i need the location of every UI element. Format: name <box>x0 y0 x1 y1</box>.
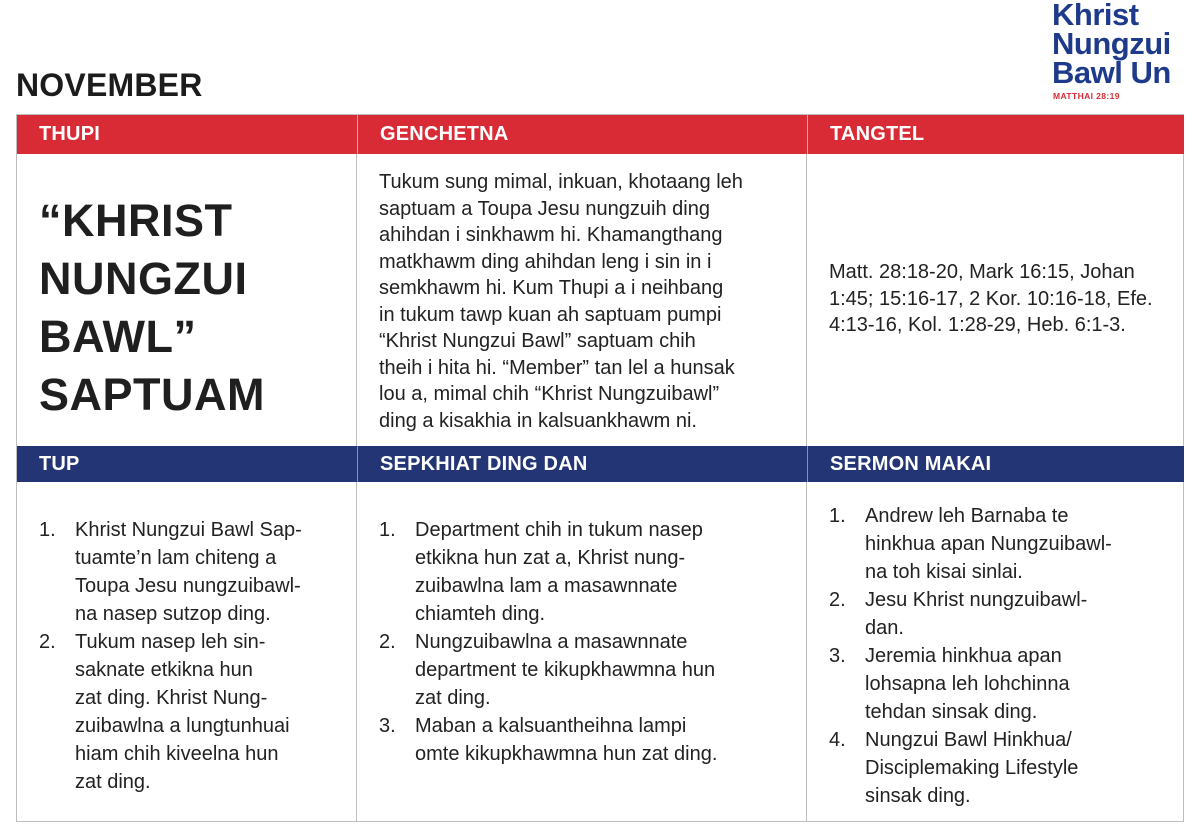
list-item: 2. Jesu Khrist nungzuibawl- dan. <box>829 589 1088 639</box>
sepkhiat-cell <box>357 482 807 822</box>
theme-title: “KHRIST NUNGZUI BAWL” SAPTUAM <box>39 195 265 420</box>
scripture-references: Matt. 28:18-20, Mark 16:15, Johan 1:45; 15:16-17, 2 Kor. 10:16-18, Efe. 4:13-16, Kol. 1:28-29, Heb. 6:1-3. <box>829 261 1153 336</box>
list-item: 3. Jeremia hinkhua apan lohsapna leh lohchinna tehdan sinsak ding. <box>829 645 1070 723</box>
month-title: NOVEMBER <box>16 67 203 103</box>
header-tangtel: TANGTEL <box>807 114 1184 154</box>
sermon-cell <box>807 482 1184 822</box>
list-item: 1. Khrist Nungzui Bawl Sap- tuamte’n lam chiteng a Toupa Jesu nungzuibawl- na nasep sutzop ding. <box>39 519 302 625</box>
list-item: 3. Maban a kalsuantheihna lampi omte kikupkhawmna hun zat ding. <box>379 715 718 765</box>
logo-line-1: Khrist <box>1052 0 1139 32</box>
header-sepkhiat: SEPKHIAT DING DAN <box>357 446 807 482</box>
sermon-list <box>829 502 1174 810</box>
genchetna-cell <box>357 154 807 446</box>
brand-logo <box>1052 0 1192 101</box>
list-item: 2. Tukum nasep leh sin- saknate etkikna hun zat ding. Khrist Nung- zuibawlna a lungtunhuai hiam chih kiveelna hun zat ding. <box>39 631 290 793</box>
tup-cell <box>17 482 357 822</box>
sepkhiat-list <box>379 516 799 768</box>
tangtel-cell <box>807 154 1184 446</box>
list-item: 2. Nungzuibawlna a masawnnate department te kikupkhawmna hun zat ding. <box>379 631 716 709</box>
tup-list <box>39 516 349 796</box>
thupi-cell <box>17 154 357 446</box>
plan-table <box>16 114 1183 822</box>
header-sermon: SERMON MAKAI <box>807 446 1184 482</box>
header-tup: TUP <box>17 446 357 482</box>
logo-line-3: Bawl Un <box>1052 55 1171 90</box>
list-item: 1. Andrew leh Barnaba te hinkhua apan Nungzuibawl- na toh kisai sinlai. <box>829 505 1112 583</box>
genchetna-text: Tukum sung mimal, inkuan, khotaang leh saptuam a Toupa Jesu nungzuih ding ahihdan i sinkhawm hi. Khamangthang matkhawm ding ahihdan leng i sin in i semkhawm hi. Kum Thupi a i neihbang in tukum tawp kuan ah saptuam pumpi “Khrist Nungzui Bawl” saptuam chih theih i hita hi. “Member” tan lel a hunsak lou a, mimal chih “Khrist Nungzuibawl” ding a kisakhia in kalsuankhawm ni. <box>379 171 743 432</box>
header-thupi: THUPI <box>17 114 357 154</box>
list-item: 1. Department chih in tukum nasep etkikna hun zat a, Khrist nung- zuibawlna lam a masawnnate chiamteh ding. <box>379 519 703 625</box>
logo-reference: MATTHAI 28:19 <box>1053 91 1120 101</box>
logo-line-2: Nungzui <box>1052 26 1171 61</box>
header-genchetna: GENCHETNA <box>357 114 807 154</box>
list-item: 4. Nungzui Bawl Hinkhua/ Disciplemaking Lifestyle sinsak ding. <box>829 729 1079 807</box>
